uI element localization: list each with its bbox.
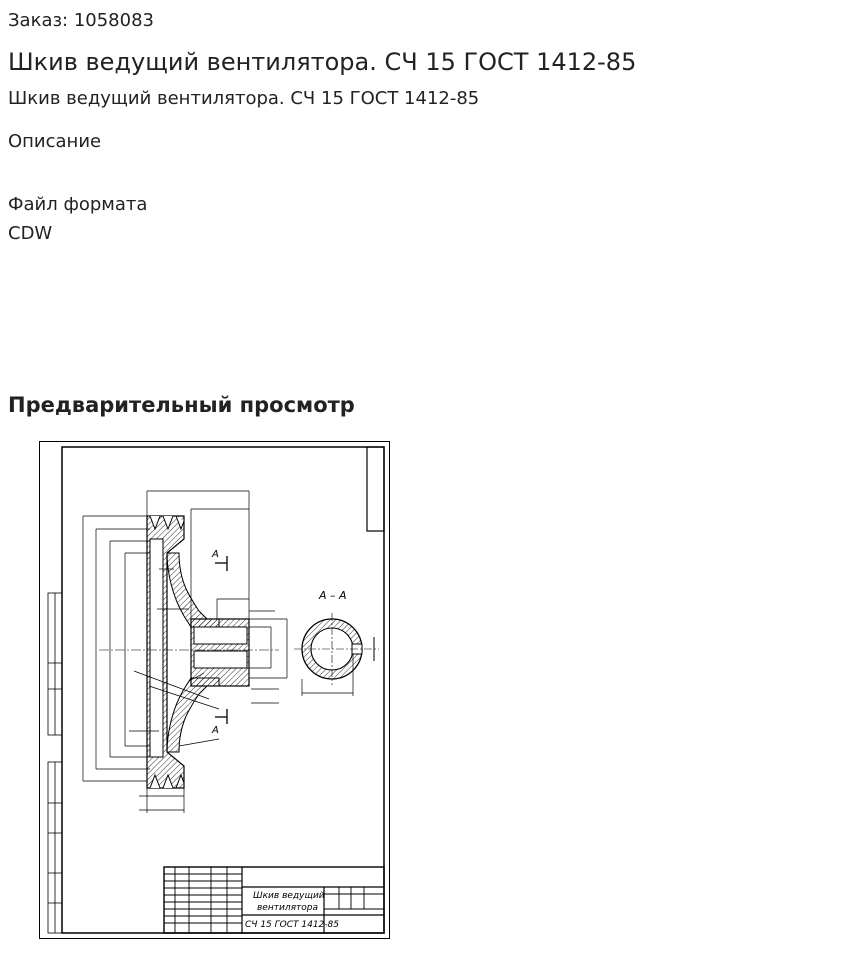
file-format-label: Файл формата <box>8 194 148 215</box>
title-block-name-line1: Шкив ведущий <box>253 891 325 901</box>
section-label: А – А <box>319 589 347 602</box>
file-format-value: CDW <box>8 223 53 244</box>
arrow-label-top: А <box>212 549 219 560</box>
title-block-material: СЧ 15 ГОСТ 1412-85 <box>245 920 339 930</box>
description-label: Описание <box>8 131 102 152</box>
preview-image[interactable] <box>39 441 391 940</box>
order-number: Заказ: 1058083 <box>8 10 154 31</box>
technical-drawing <box>39 441 391 940</box>
preview-heading: Предварительный просмотр <box>8 393 355 417</box>
page-subtitle: Шкив ведущий вентилятора. СЧ 15 ГОСТ 1412-85 <box>8 88 480 109</box>
title-block-name-line2: вентилятора <box>257 903 318 913</box>
page-title: Шкив ведущий вентилятора. СЧ 15 ГОСТ 1412-85 <box>8 48 637 76</box>
arrow-label-bottom: А <box>212 725 219 736</box>
